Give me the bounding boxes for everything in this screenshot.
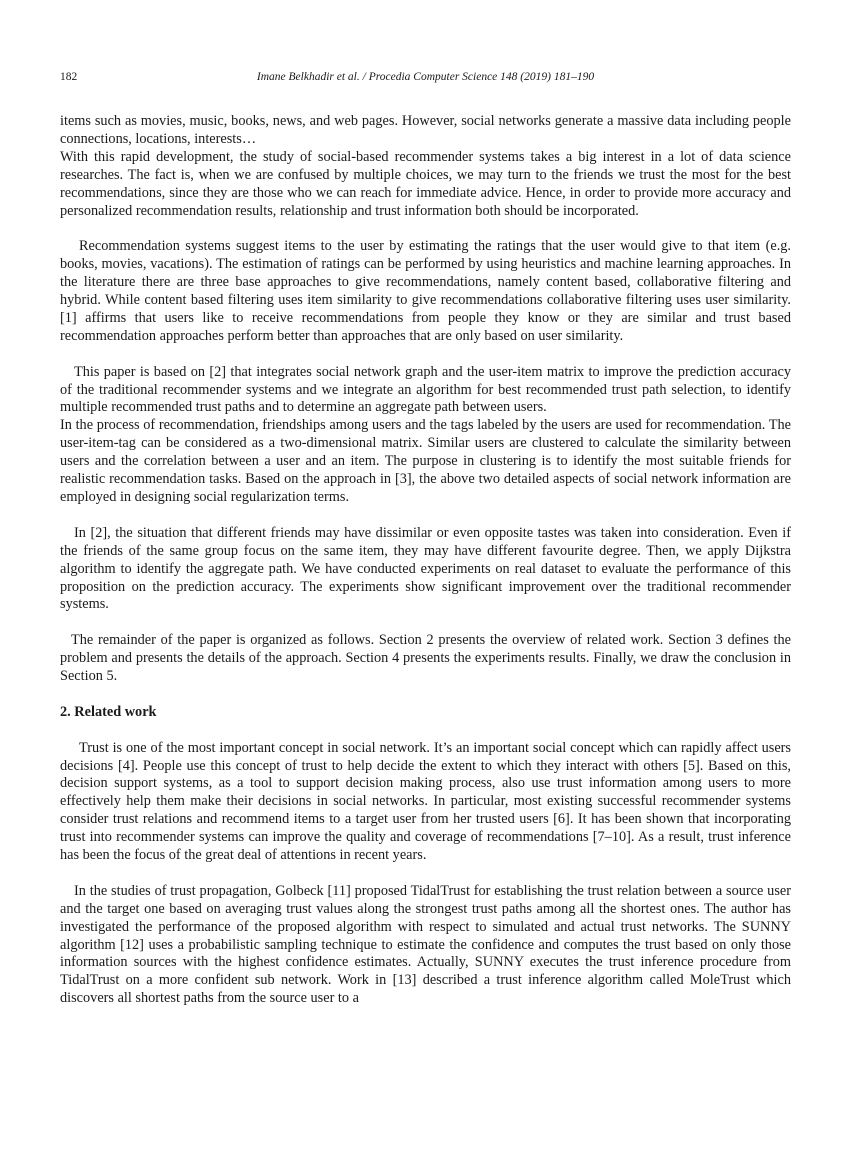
paragraph-intro-continued: items such as movies, music, books, news, and web pages. However, social networks generate a massive data including people connections, locations, interests… (60, 113, 791, 147)
paragraph-gap (60, 614, 791, 632)
section-heading-related-work: 2. Related work (60, 703, 157, 720)
paragraph-gap (60, 220, 791, 238)
paragraph-process-of-recommendation: In the process of recommendation, friendships among users and the tags labeled by the users are used for recommendation. The user-item-tag can be considered as a two-dimensional matrix. Similar users are clustered to calculate the similarity between users and the correlation between a user and an item. The purpose in clustering is to identify the most suitable friends for realistic recommendation tasks. Based on the approach in [3], the above two detailed aspects of social network information are employed in designing social regularization terms. (60, 417, 791, 505)
paragraph-trust-concept: Trust is one of the most important concept in social network. It’s an important social concept which can rapidly affect users decisions [4]. People use this concept of trust to help decide the extent to which they interact with others [5]. Based on this, decision support systems, as a tool to support decision making process, also use trust information among users to more effectively help them make their decisions in social networks. In particular, most existing successful recommender systems consider trust relations and recommend items to a target user from her trusted users [6]. It has been shown that incorporating trust into recommender systems can improve the quality and coverage of recommendations [7–10]. As a result, trust inference has been the focus of the great deal of attentions in recent years. (60, 739, 791, 864)
paragraph-gap (60, 686, 791, 704)
paragraph-gap (60, 722, 791, 740)
page-number: 182 (60, 71, 78, 83)
paragraph-gap (60, 865, 791, 883)
paragraph-paper-organization: The remainder of the paper is organized as follows. Section 2 presents the overview of related work. Section 3 defines the problem and presents the details of the approach. Section 4 presents the experiments results. Finally, we draw the conclusion in Section 5. (60, 632, 791, 685)
running-head (60, 68, 791, 86)
body-text (60, 113, 791, 1008)
paragraph-gap (60, 507, 791, 525)
paragraph-gap (60, 346, 791, 364)
paper-page (60, 68, 791, 1008)
paragraph-recommendation-systems: Recommendation systems suggest items to the user by estimating the ratings that the user would give to that item (e.g. books, movies, vacations). The estimation of ratings can be performed by using heuristics and machine learning approaches. In the literature there are three base approaches to give recommendations, namely content based, collaborative filtering and hybrid. While content based filtering uses item similarity to give recommendations collaborative filtering uses user similarity. [1] affirms that users like to receive recommendations from people they know or they are similar and trust based recommendation approaches perform better than approaches that are only based on user similarity. (60, 238, 791, 344)
paragraph-paper-basis: This paper is based on [2] that integrates social network graph and the user-item matrix to improve the prediction accuracy of the traditional recommender systems and we integrate an algorithm for best recommended trust path selection, to identify multiple recommended trust paths and to determine an aggregate path between users. (60, 363, 791, 416)
paragraph-dissimilar-tastes: In [2], the situation that different friends may have dissimilar or even opposite tastes was taken into consideration. Even if the friends of the same group focus on the same item, they may have different favourite degree. Then, we apply Dijkstra algorithm to identify the aggregate path. We have conducted experiments on real dataset to evaluate the performance of this proposition on the prediction accuracy. The experiments show significant improvement over the traditional recommender systems. (60, 524, 791, 613)
journal-reference: Imane Belkhadir et al. / Procedia Computer Science 148 (2019) 181–190 (256, 71, 595, 83)
paragraph-rapid-development: With this rapid development, the study of social-based recommender systems takes a big interest in a lot of data science researches. The fact is, when we are confused by multiple choices, we may turn to the friends we trust the most for the best recommendations, since they are those who we can reach for immediate advice. Hence, in order to provide more accuracy and personalized recommendation results, relationship and trust information both should be incorporated. (60, 148, 791, 219)
paragraph-trust-propagation: In the studies of trust propagation, Golbeck [11] proposed TidalTrust for establishing the trust relation between a source user and the target one based on averaging trust values along the strongest trust paths among all the shortest ones. The author has investigated the performance of the proposed algorithm with respect to simulated and actual trust networks. The SUNNY algorithm [12] uses a probabilistic sampling technique to estimate the confidence and computes the trust based on only those information sources with the highest confidence estimates. Actually, SUNNY executes the trust inference procedure from TidalTrust on a more confident sub network. Work in [13] described a trust inference algorithm called MoleTrust which discovers all shortest paths from the source user to a (60, 882, 791, 1007)
